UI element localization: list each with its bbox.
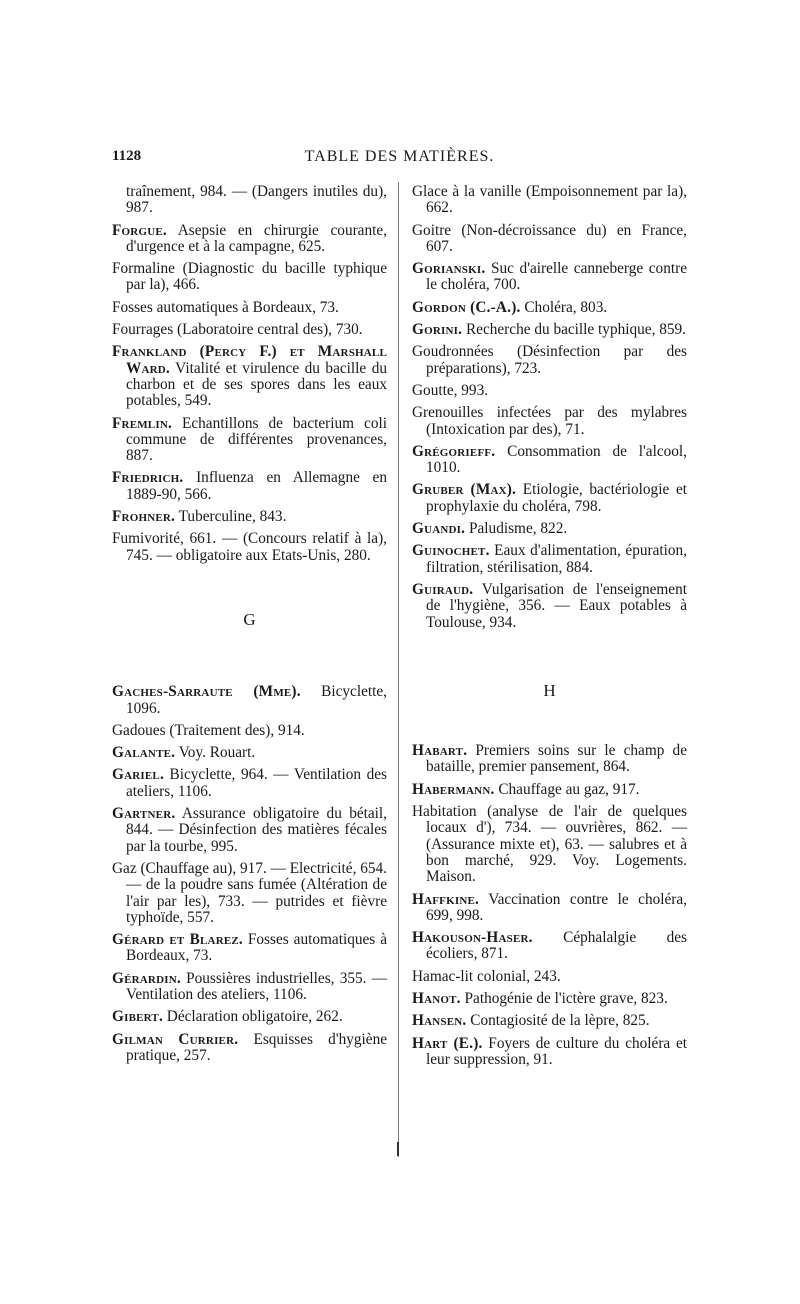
entry-text: Goudronnées (Désinfection par des préparations), 723.: [412, 343, 687, 377]
entry-author: Frohner.: [112, 508, 176, 526]
index-entry: [112, 322, 387, 338]
right-column: [412, 184, 687, 1074]
entry-text: Choléra, 803.: [520, 298, 608, 316]
entry-author: Hansen.: [412, 1012, 467, 1030]
entry-text: Glace à la vanille (Empoisonnement par la), 662.: [412, 183, 687, 217]
right-entries-after-h: [412, 743, 687, 1068]
entry-author: Gibert.: [112, 1008, 163, 1026]
entry-text: Vitalité et virulence du bacille du charbon et de ses spores dans les eaux potables, 549.: [126, 359, 387, 410]
entry-author: Hanot.: [412, 989, 461, 1007]
entry-author: Gaches-Sarraute (Mme).: [112, 683, 301, 701]
index-entry: [412, 300, 687, 316]
index-entry: [412, 383, 687, 399]
entry-text: Echantillons de bacterium coli commune de différentes provenances, 887.: [126, 414, 387, 465]
index-entry: [412, 444, 687, 477]
left-column: [112, 184, 387, 1070]
index-entry: [112, 932, 387, 965]
entry-text: Pathogénie de l'ictère grave, 823.: [460, 989, 668, 1007]
index-entry: [112, 745, 387, 761]
entry-author: Guiraud.: [412, 580, 474, 598]
entry-text: Vaccination contre le choléra, 699, 998.: [426, 890, 687, 924]
entry-text: Poussières industrielles, 355. — Ventilation des ateliers, 1106.: [126, 969, 387, 1003]
divider-tick: [397, 1142, 399, 1156]
index-entry: [112, 684, 387, 717]
page-number: 1128: [112, 148, 142, 164]
entry-author: Hakouson-Haser.: [412, 929, 533, 947]
running-title: TABLE DES MATIÈRES.: [304, 148, 495, 165]
entry-author: Gorini.: [412, 321, 463, 339]
index-entry: [412, 482, 687, 515]
entry-text: Gadoues (Traitement des), 914.: [112, 721, 305, 739]
entry-text: Foyers de culture du choléra et leur suppression, 91.: [426, 1034, 687, 1068]
index-entry: [412, 344, 687, 377]
index-entry: [112, 261, 387, 294]
entry-author: Grégorieff.: [412, 442, 496, 460]
entry-text: Formaline (Diagnostic du bacille typhique par la), 466.: [112, 260, 387, 294]
entry-text: Fumivorité, 661. — (Concours relatif à la), 745. — obligatoire aux Etats-Unis, 280.: [112, 530, 387, 564]
entry-author: Guinochet.: [412, 542, 490, 560]
index-entry: [412, 991, 687, 1007]
index-entry: [112, 767, 387, 800]
index-entry: [412, 892, 687, 925]
column-divider: [398, 182, 399, 1157]
entry-author: Gilman Currier.: [112, 1030, 239, 1048]
entry-text: Asepsie en chirurgie courante, d'urgence et à la campagne, 625.: [126, 221, 387, 255]
entry-text: Goitre (Non-décroissance du) en France, 607.: [412, 221, 687, 255]
index-entry: [412, 1036, 687, 1069]
entry-text: Contagiosité de la lèpre, 825.: [466, 1012, 650, 1030]
entry-text: Chauffage au gaz, 917.: [494, 780, 640, 798]
index-entry: [112, 806, 387, 855]
left-entries-after-g: [112, 684, 387, 1064]
entry-text: Céphalalgie des écoliers, 871.: [426, 929, 687, 963]
entry-text: Vulgarisation de l'enseignement de l'hygiène, 356. — Eaux potables à Toulouse, 934.: [426, 580, 687, 631]
index-entry: [412, 1013, 687, 1029]
entry-author: Gruber (Max).: [412, 481, 517, 499]
entry-text: Bicyclette, 964. — Ventilation des ateliers, 1106.: [126, 766, 387, 800]
entry-text: Etiologie, bactériologie et prophylaxie du choléra, 798.: [426, 481, 687, 515]
index-entry: [112, 531, 387, 564]
index-entry: [112, 300, 387, 316]
entry-author: Galante.: [112, 744, 176, 762]
index-entry: [112, 470, 387, 503]
entry-text: Hamac-lit colonial, 243.: [412, 967, 561, 985]
index-entry: [112, 184, 387, 217]
entry-text: Assurance obligatoire du bétail, 844. — Désinfection des matières fécales par la tourbe, 995.: [126, 805, 387, 855]
left-entries-before-g: [112, 184, 387, 564]
entry-text: Habitation (analyse de l'air de quelques locaux d'), 734. — ouvrières, 862. — (Assurance mixte et), 63. — salubres et à bon marché, 929. Voy. Logements. Maison.: [412, 803, 687, 886]
index-entry: [112, 509, 387, 525]
entry-author: Fremlin.: [112, 414, 172, 432]
index-entry: [412, 582, 687, 631]
entry-text: Voy. Rouart.: [175, 744, 256, 762]
index-entry: [112, 971, 387, 1004]
entry-author: Gérardin.: [112, 969, 181, 987]
index-entry: [412, 782, 687, 798]
entry-text: Tuberculine, 843.: [175, 508, 287, 526]
index-entry: [412, 223, 687, 256]
entry-author: Gordon (C.-A.).: [412, 298, 521, 316]
index-entry: [412, 930, 687, 963]
entry-text: Influenza en Allemagne en 1889-90, 566.: [126, 469, 387, 503]
index-entry: [412, 261, 687, 294]
entry-author: Forgue.: [112, 221, 167, 239]
entry-text: Suc d'airelle canneberge contre le choléra, 700.: [426, 260, 687, 294]
index-entry: [112, 223, 387, 256]
entry-author: Gartner.: [112, 805, 176, 823]
entry-author: Frankland (Percy F.) et Marshall Ward.: [112, 343, 387, 377]
index-entry: [412, 405, 687, 438]
entry-author: Haffkine.: [412, 890, 480, 908]
entry-text: Grenouilles infectées par des mylabres (Intoxication par des), 71.: [412, 404, 687, 438]
section-letter-g: G: [243, 609, 256, 629]
index-entry: [112, 1032, 387, 1065]
section-letter-h: H: [543, 680, 556, 700]
entry-author: Habart.: [412, 742, 468, 760]
entry-text: Fosses automatiques à Bordeaux, 73.: [112, 298, 339, 316]
entry-author: Guandi.: [412, 520, 466, 538]
entry-text: Fosses automatiques à Bordeaux, 73.: [126, 931, 387, 965]
index-entry: [412, 743, 687, 776]
entry-text: traînement, 984. — (Dangers inutiles du), 987.: [126, 183, 387, 217]
entry-text: Paludisme, 822.: [465, 520, 568, 538]
index-entry: [412, 322, 687, 338]
entry-text: Recherche du bacille typhique, 859.: [462, 321, 686, 339]
index-entry: [412, 184, 687, 217]
entry-text: Eaux d'alimentation, épuration, filtration, stérilisation, 884.: [426, 542, 687, 576]
entry-author: Gérard et Blarez.: [112, 931, 243, 949]
index-entry: [112, 416, 387, 465]
entry-author: Gariel.: [112, 766, 164, 784]
entry-text: Déclaration obligatoire, 262.: [162, 1008, 343, 1026]
index-entry: [112, 1009, 387, 1025]
entry-text: Goutte, 993.: [412, 381, 489, 399]
entry-author: Gorianski.: [412, 260, 486, 278]
index-entry: [412, 543, 687, 576]
entry-author: Habermann.: [412, 780, 495, 798]
entry-author: Hart (E.).: [412, 1034, 483, 1052]
entry-author: Friedrich.: [112, 469, 184, 487]
index-entry: [112, 344, 387, 409]
page-header: [112, 148, 687, 170]
index-entry: [412, 804, 687, 885]
entry-text: Esquisses d'hygiène pratique, 257.: [126, 1030, 388, 1064]
entry-text: Premiers soins sur le champ de bataille, premier pansement, 864.: [426, 742, 687, 776]
index-entry: [112, 723, 387, 739]
entry-text: Gaz (Chauffage au), 917. — Electricité, 654. — de la poudre sans fumée (Altération de l'air par les), 733. — putrides et fièvre typhoïde, 557.: [112, 859, 387, 926]
index-entry: [112, 861, 387, 926]
entry-text: Consommation de l'alcool, 1010.: [426, 442, 687, 477]
right-entries-before-h: [412, 184, 687, 631]
entry-text: Fourrages (Laboratoire central des), 730.: [112, 321, 363, 339]
entry-text: Bicyclette, 1096.: [126, 683, 387, 717]
index-entry: [412, 969, 687, 985]
index-entry: [412, 521, 687, 537]
